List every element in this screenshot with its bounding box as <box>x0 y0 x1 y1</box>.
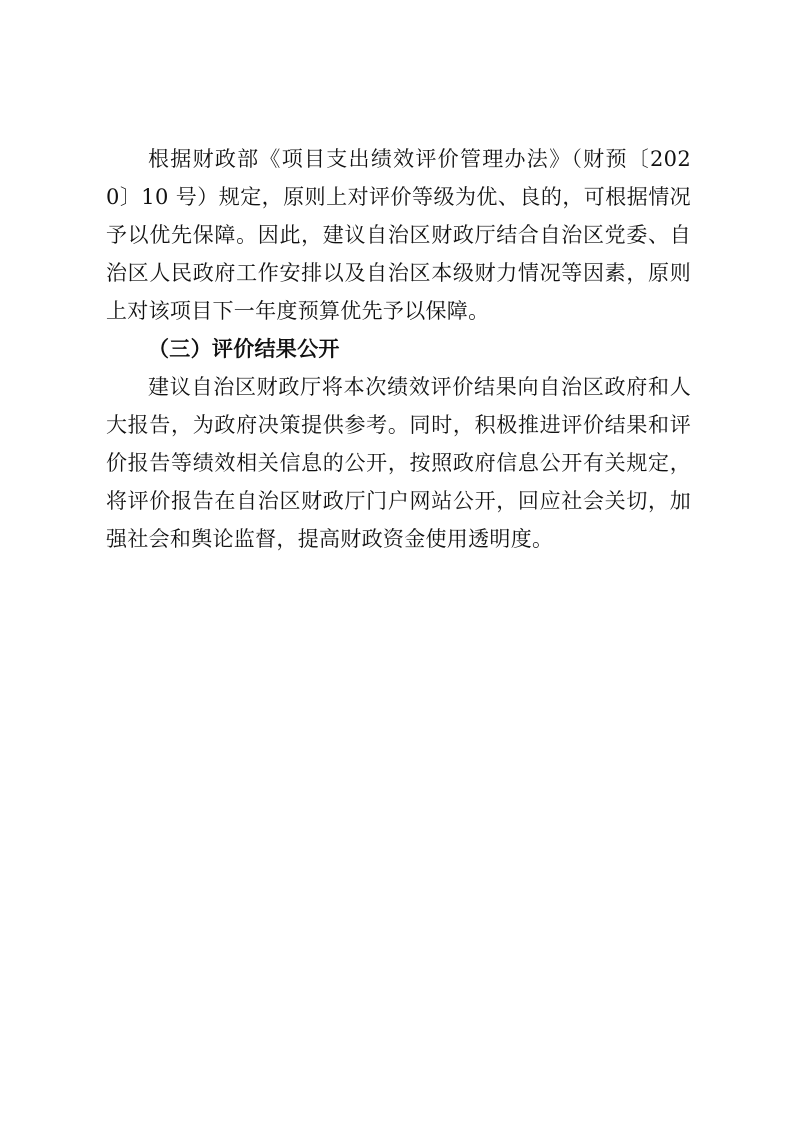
paragraph-results-disclosure: 建议自治区财政厅将本次绩效评价结果向自治区政府和人大报告，为政府决策提供参考。同时，积极推进评价结果和评价报告等绩效相关信息的公开，按照政府信息公开有关规定，将评价报告在自治区财政厅门户网站公开，回应社会关切，加强社会和舆论监督，提高财政资金使用透明度。 <box>106 375 691 551</box>
section-heading-results-disclosure: （三）评价结果公开 <box>148 337 340 361</box>
document-body <box>106 140 691 558</box>
paragraph-budget-guarantee: 根据财政部《项目支出绩效评价管理办法》（财预〔2020〕10 号）规定，原则上对评价等级为优、良的，可根据情况予以优先保障。因此，建议自治区财政厅结合自治区党委、自治区人民政府工作安排以及自治区本级财力情况等因素，原则上对该项目下一年度预算优先予以保障。 <box>106 147 691 323</box>
